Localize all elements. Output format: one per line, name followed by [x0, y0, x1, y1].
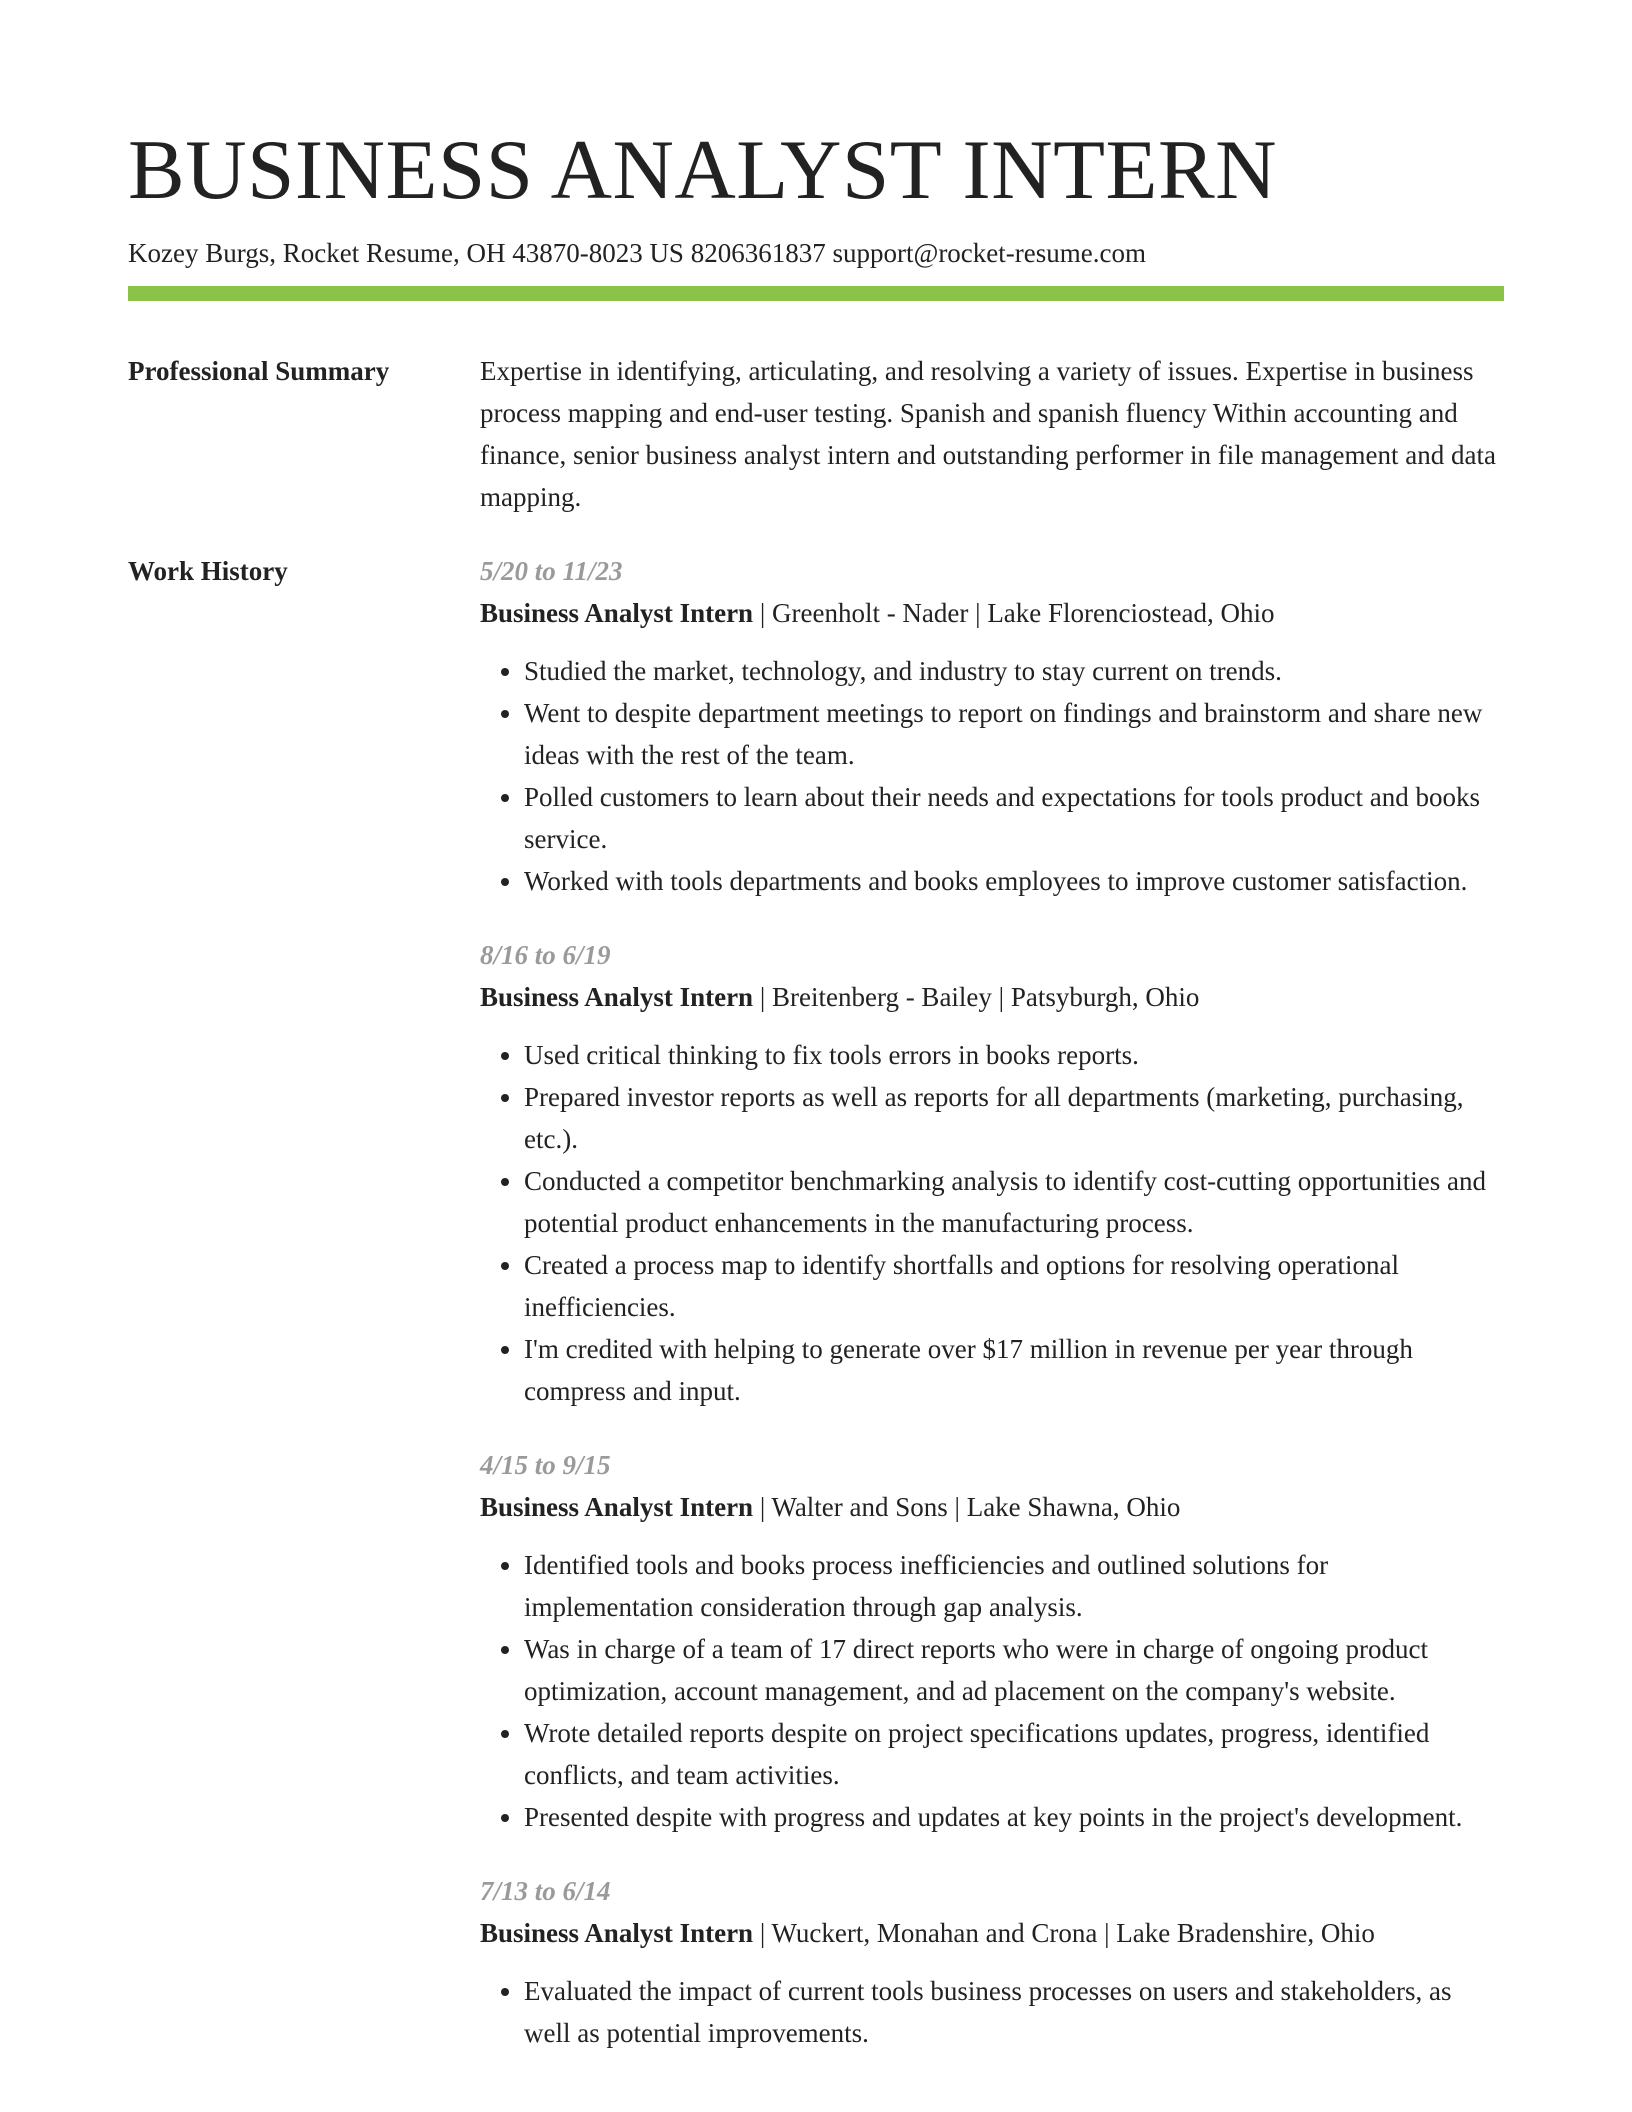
job-location: Lake Shawna, Ohio [966, 1492, 1181, 1522]
job-company: Greenholt - Nader [771, 598, 969, 628]
work-history-body [480, 550, 1504, 2086]
job-separator: | [1097, 1918, 1117, 1948]
job-company: Walter and Sons [771, 1492, 948, 1522]
job-date: 8/16 to 6/19 [480, 940, 611, 970]
job-company: Breitenberg - Bailey [771, 982, 992, 1012]
job-bullet: • Evaluated the impact of current tools business processes on users and stakeholders, as well as potential improvements. [524, 1970, 1504, 2054]
job-heading [480, 1486, 1504, 1528]
job-heading [480, 1912, 1504, 1954]
job-title: Business Analyst Intern [480, 1918, 754, 1948]
job-date: 7/13 to 6/14 [480, 1876, 611, 1906]
contact-line: Kozey Burgs, Rocket Resume, OH 43870-8023 US 8206361837 support@rocket-resume.com [128, 238, 1146, 268]
job-separator: | [968, 598, 988, 628]
job-date: 5/20 to 11/23 [480, 556, 623, 586]
job-bullet-list [480, 1544, 1504, 1838]
job-bullet: • Worked with tools departments and books employees to improve customer satisfaction. [524, 860, 1504, 902]
job-bullet: • Was in charge of a team of 17 direct reports who were in charge of ongoing product optimization, account management, and ad placement on the company's website. [524, 1628, 1504, 1712]
job-entry [480, 1444, 1504, 1838]
section-label-work-history: Work History [128, 556, 288, 586]
job-title: Business Analyst Intern [480, 982, 754, 1012]
job-location: Lake Florenciostead, Ohio [987, 598, 1275, 628]
job-separator: | [753, 1492, 772, 1522]
job-bullet-list [480, 1970, 1504, 2054]
job-separator: | [753, 598, 772, 628]
job-bullet: • Presented despite with progress and updates at key points in the project's development. [524, 1796, 1504, 1838]
job-bullet: • I'm credited with helping to generate over $17 million in revenue per year through compress and input. [524, 1328, 1504, 1412]
job-location: Lake Bradenshire, Ohio [1116, 1918, 1375, 1948]
job-company: Wuckert, Monahan and Crona [771, 1918, 1098, 1948]
accent-divider [128, 286, 1504, 301]
job-bullet: • Went to despite department meetings to report on findings and brainstorm and share new ideas with the rest of the team. [524, 692, 1504, 776]
job-separator: | [991, 982, 1011, 1012]
summary-text: Expertise in identifying, articulating, and resolving a variety of issues. Expertise in business process mapping and end-user testing. Spanish and spanish fluency Within accounting and finance, senior business analyst intern and outstanding performer in file management and data mapping. [480, 356, 1496, 512]
job-bullet: • Conducted a competitor benchmarking analysis to identify cost-cutting opportunities and potential product enhancements in the manufacturing process. [524, 1160, 1504, 1244]
job-bullet: • Studied the market, technology, and industry to stay current on trends. [524, 650, 1504, 692]
job-bullet: • Prepared investor reports as well as reports for all departments (marketing, purchasing, etc.). [524, 1076, 1504, 1160]
job-bullet: • Used critical thinking to fix tools errors in books reports. [524, 1034, 1504, 1076]
job-bullet: • Wrote detailed reports despite on project specifications updates, progress, identified conflicts, and team activities. [524, 1712, 1504, 1796]
job-title: Business Analyst Intern [480, 1492, 754, 1522]
job-heading [480, 592, 1504, 634]
page-title: BUSINESS ANALYST INTERN [128, 123, 1278, 217]
job-separator: | [753, 1918, 772, 1948]
job-date: 4/15 to 9/15 [480, 1450, 611, 1480]
job-entry [480, 1870, 1504, 2054]
job-entry [480, 550, 1504, 902]
resume-header [128, 120, 1504, 270]
job-bullet: • Identified tools and books process inefficiencies and outlined solutions for implementation consideration through gap analysis. [524, 1544, 1504, 1628]
section-label-summary: Professional Summary [128, 356, 390, 386]
job-bullet: • Polled customers to learn about their needs and expectations for tools product and books service. [524, 776, 1504, 860]
job-heading [480, 976, 1504, 1018]
job-entry [480, 934, 1504, 1412]
job-title: Business Analyst Intern [480, 598, 754, 628]
job-separator: | [947, 1492, 967, 1522]
job-bullet: • Created a process map to identify shortfalls and options for resolving operational inefficiencies. [524, 1244, 1504, 1328]
job-bullet-list [480, 650, 1504, 902]
summary-body [480, 350, 1504, 518]
job-separator: | [753, 982, 772, 1012]
job-bullet-list [480, 1034, 1504, 1412]
job-location: Patsyburgh, Ohio [1010, 982, 1200, 1012]
